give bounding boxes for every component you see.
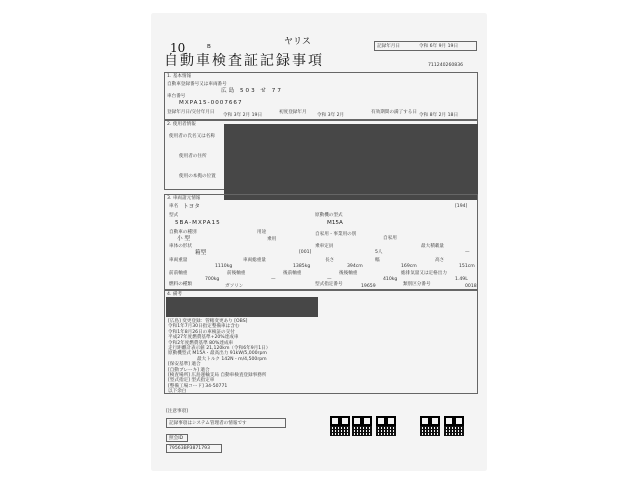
qr-code-5 (444, 416, 464, 436)
id-value-box (166, 444, 222, 453)
id-label-box (166, 434, 188, 442)
section3-heading: 3. 車両諸元情報 (167, 196, 201, 201)
remark-line: [整備工場コード] 34-50771 (168, 383, 228, 389)
remark-line: [保安基準] 適合 (168, 362, 201, 368)
disp-value: 1.49L (455, 277, 468, 282)
remark-line: 原動機型式 M15A・最高出力 91kW/5,000rpm (168, 351, 267, 357)
capacity-label: 乗車定員 (315, 244, 334, 249)
remark-line: [自動ブレーキ] 適合 (168, 367, 210, 373)
remark-line: [広島] 変更登録：管轄変更あり [OBS] (168, 319, 248, 324)
user-address-label: 使用者の住所 (179, 154, 207, 159)
width-label: 幅 (375, 258, 380, 263)
maker-value: トヨタ (183, 204, 200, 210)
disp-label: 総排気量又は定格出力 (401, 271, 447, 276)
section2-heading: 2. 使用者情報 (167, 122, 196, 127)
record-date-value: 令和 6年 9月 19日 (419, 44, 459, 49)
vin-value: MXPA15-0007667 (179, 100, 243, 106)
class-no-label: 類別区分番号 (403, 282, 431, 287)
id-label: 照会ID (169, 436, 184, 441)
first-year-value: 令和 3年 2月 (317, 113, 345, 118)
body-code: [001] (299, 250, 312, 255)
maxload-value: — (465, 250, 470, 255)
document-title: 自動車検査証記録事項 (164, 53, 324, 69)
serial-number: 711240260836 (428, 63, 464, 68)
expiry-label: 有効期間の満了する日 (371, 110, 417, 115)
section1-heading: 1. 基本情報 (167, 74, 192, 79)
redacted-user-info (224, 124, 478, 200)
fuel-value: ガソリン (225, 284, 244, 289)
fr-value: — (271, 277, 276, 282)
inspection-record-sheet (152, 14, 486, 470)
maker-code: [194] (455, 204, 468, 209)
qr-code-1 (330, 416, 350, 436)
maker-label: 車名 (169, 204, 179, 209)
rf-label: 後前軸重 (283, 271, 302, 276)
gross-value: 1385kg (293, 264, 311, 269)
rr-value: 410kg (383, 277, 398, 282)
engine-label: 原動機の型式 (315, 213, 343, 218)
model-label: 型式 (169, 213, 179, 218)
section4-heading: 4. 備考 (167, 292, 183, 297)
gross-label: 車両総重量 (243, 258, 266, 263)
handwritten-letter: B (207, 44, 211, 50)
type-no-value: 19659 (361, 284, 376, 289)
body-label: 車体の形状 (169, 244, 192, 249)
length-value: 394cm (347, 264, 363, 269)
regno-value: 広島 503 せ 77 (221, 88, 283, 94)
rf-value: — (327, 277, 332, 282)
record-date-label: 記録年月日 (377, 44, 400, 49)
remark-line: 平成27年度燃費基準+20%達成車 (168, 335, 239, 341)
model-value: 5BA-MXPA15 (175, 220, 221, 226)
remarks-list (168, 319, 368, 395)
ff-value: 700kg (205, 277, 220, 282)
engine-value: M15A (327, 220, 343, 226)
qr-code-4 (420, 416, 440, 436)
remark-line: [型式指定] 型式指定車 (168, 378, 215, 384)
regno-label: 自動車登録番号又は車両番号 (167, 82, 227, 87)
weight-label: 車両重量 (169, 258, 188, 263)
fuel-label: 燃料の種類 (169, 282, 192, 287)
remark-line: 最大トルク 142N・m/4,500rpm (168, 356, 267, 362)
fr-label: 前後軸重 (227, 271, 246, 276)
vehicle-spec-section (164, 194, 478, 290)
redacted-remark (166, 297, 318, 317)
record-date-box (374, 41, 477, 51)
id-value: 79563BP3871793 (169, 446, 210, 451)
first-reg-value: 令和 3年 2月 19日 (223, 113, 263, 118)
body-value: 箱型 (195, 250, 207, 256)
user-base-label: 使用の本拠の位置 (179, 174, 216, 179)
qr-code-2 (352, 416, 372, 436)
remark-line: 令和1年8月26日の車検証の交付 (168, 329, 235, 335)
notice-text: 記録事項はシステム管理者の情報です (169, 421, 247, 426)
handwritten-model: ヤリス (284, 37, 311, 47)
kind-value: 小 型 (177, 236, 190, 242)
purpose-label: 自家用・事業用の別 (315, 232, 357, 237)
remark-line: 以下余白 (168, 389, 187, 395)
class-no-value: 0018 (465, 284, 477, 289)
length-label: 長さ (325, 258, 335, 263)
rr-label: 後後軸重 (339, 271, 358, 276)
vin-label: 車台番号 (167, 94, 186, 99)
qr-code-3 (376, 416, 396, 436)
maxload-label: 最大積載量 (421, 244, 444, 249)
type-no-label: 型式指定番号 (315, 282, 343, 287)
remark-line: [検査場所] 広島運輸支局 自動車検査登録事務所 (168, 373, 267, 379)
expiry-value: 令和 8年 2月 18日 (419, 113, 459, 118)
handwritten-number: 10 (170, 41, 186, 55)
user-name-label: 使用者の氏名又は名称 (169, 134, 215, 139)
notice-heading: [注意事項] (166, 409, 188, 414)
width-value: 169cm (401, 264, 417, 269)
ff-label: 前前軸重 (169, 271, 188, 276)
basic-info-section (164, 72, 478, 120)
height-value: 151cm (459, 264, 475, 269)
remark-line: 令和1年7月30日指定整備車は含む (168, 324, 240, 330)
kind-label: 自動車の種別 (169, 230, 197, 235)
use-value: 乗用 (267, 237, 277, 242)
first-reg-label: 登録年月日/交付年月日 (167, 110, 215, 115)
remark-line: 令和2年度燃費基準 80%達成車 (168, 340, 234, 346)
weight-value: 1110kg (215, 264, 233, 269)
first-year-label: 初度登録年月 (279, 110, 307, 115)
notice-box (166, 418, 286, 428)
height-label: 高さ (435, 258, 445, 263)
purpose-value: 自家用 (383, 236, 397, 241)
remark-line: 走行距離計表示値 21,120km（令和6年9月1日） (168, 346, 271, 352)
capacity-value: 5人 (375, 250, 383, 255)
use-label: 用途 (257, 230, 267, 235)
